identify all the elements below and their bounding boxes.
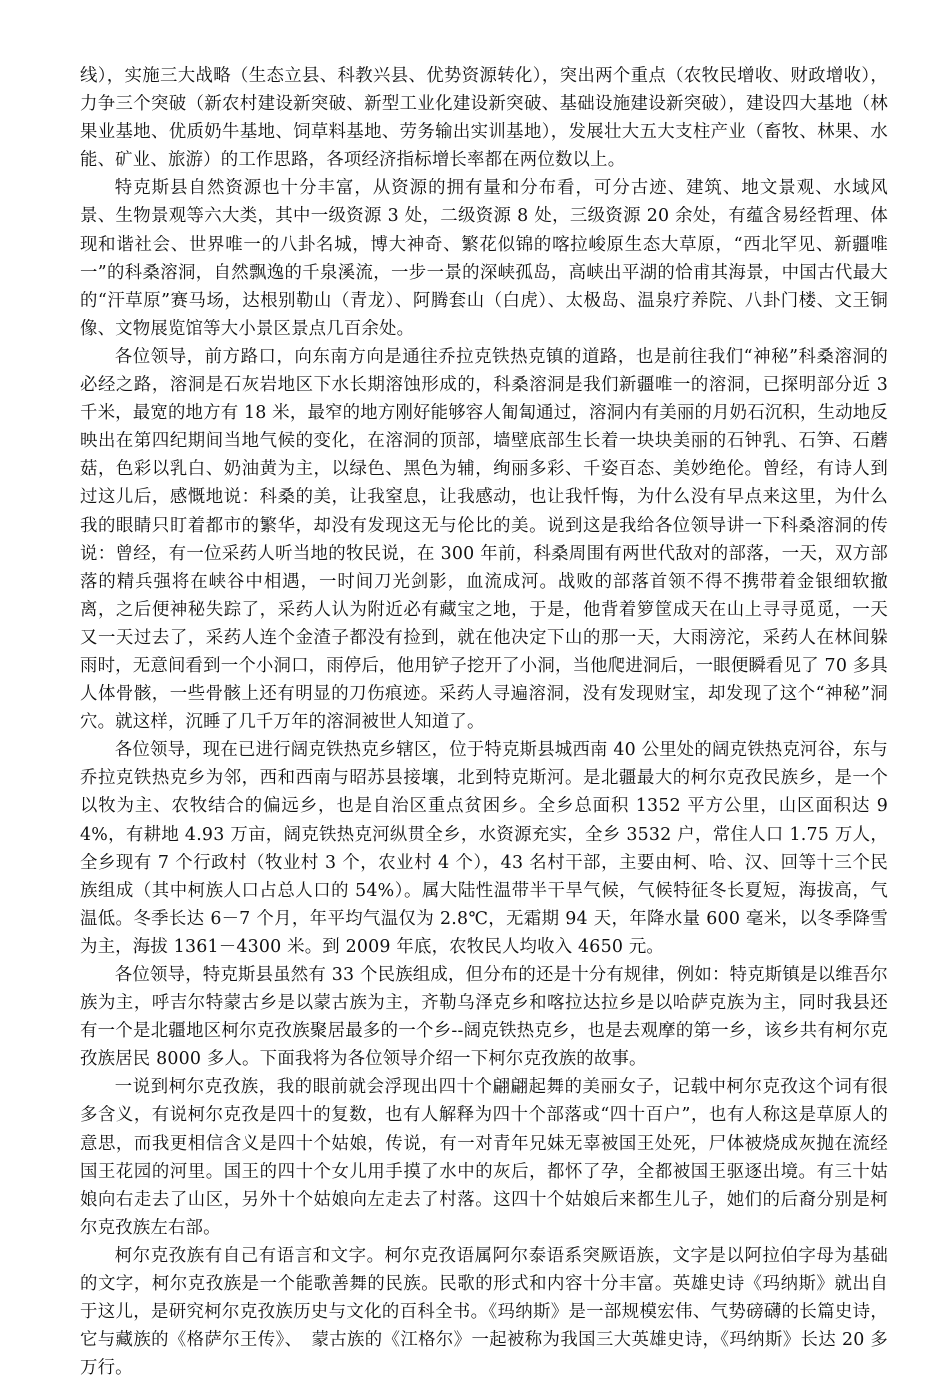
- paragraph-kesang-cave: 各位领导，前方路口，向东南方向是通往乔拉克铁热克镇的道路，也是前往我们“神秘”科桑溶洞的必经之路，溶洞是石灰岩地区下水长期溶蚀形成的，科桑溶洞是我们新疆唯一的溶洞，已探明部分近 3 千米，最宽的地方有 18 米，最窄的地方刚好能够容人匍匐通过，溶洞内有美丽的月奶石沉积，生动地反映出在第四纪期间当地气候的变化，在溶洞的顶部，墙壁底部生长着一块块美丽的石钟乳、石笋、石蘑菇，色彩以乳白、奶油黄为主，以绿色、黑色为辅，绚丽多彩、千姿百态、美妙绝伦。曾经，有诗人到过这儿后，感慨地说：科桑的美，让我窒息，让我感动，也让我忏悔，为什么没有早点来这里，为什么我的眼睛只盯着都市的繁华，却没有发现这无与伦比的美。说到这是我给各位领导讲一下科桑溶洞的传说：曾经，有一位采药人听当地的牧民说，在 300 年前，科桑周围有两世代敌对的部落，一天，双方部落的精兵强将在峡谷中相遇，一时间刀光剑影，血流成河。战败的部落首领不得不携带着金银细软撤离，之后便神秘失踪了，采药人认为附近必有藏宝之地，于是，他背着箩筐成天在山上寻寻觅觅，一天又一天过去了，采药人连个金渣子都没有捡到，就在他决定下山的那一天，大雨滂沱，采药人在林间躲雨时，无意间看到一个小洞口，雨停后，他用铲子挖开了小洞，当他爬进洞后，一眼便瞬看见了 70 多具人体骨骸，一些骨骸上还有明显的刀伤痕迹。采药人寻遍溶洞，没有发现财宝，却发现了这个“神秘”洞穴。就这样，沉睡了几千万年的溶洞被世人知道了。: [80, 346, 888, 733]
- paragraph-kyrgyz-language-culture: 柯尔克孜族有自己有语言和文字。柯尔克孜语属阿尔泰语系突厥语族，文字是以阿拉伯字母为基础的文字，柯尔克孜族是一个能歌善舞的民族。民歌的形式和内容十分丰富。英雄史诗《玛纳斯》就出自于这儿，是研究柯尔克孜族历史与文化的百科全书。《玛纳斯》是一部规模宏伟、气势磅礴的长篇史诗，它与藏族的《格萨尔王传》、 蒙古族的《江格尔》一起被称为我国三大英雄史诗，《玛纳斯》长达 20 多万行。: [80, 1245, 888, 1379]
- paragraph-kyrgyz-legend: 一说到柯尔克孜族，我的眼前就会浮现出四十个翩翩起舞的美丽女子，记载中柯尔克孜这个词有很多含义，有说柯尔克孜是四十的复数，也有人解释为四十个部落或“四十百户”，也有人称这是草原人的意思，而我更相信含义是四十个姑娘，传说，有一对青年兄妹无辜被国王处死，尸体被烧成灰抛在流经国王花园的河里。国王的四十个女儿用手摸了水中的灰后，都怀了孕，全都被国王驱逐出境。有三十姑娘向右走去了山区，另外十个姑娘向左走去了村落。这四十个姑娘后来都生儿子，她们的后裔分别是柯尔克孜族左右部。: [80, 1077, 888, 1238]
- document-body: [80, 62, 888, 1382]
- paragraph-development-strategy: 线），实施三大战略（生态立县、科教兴县、优势资源转化），突出两个重点（农牧民增收、财政增收），力争三个突破（新农村建设新突破、新型工业化建设新突破、基础设施建设新突破），建设四大基地（林果业基地、优质奶牛基地、饲草料基地、劳务输出实训基地），发展壮大五大支柱产业（畜牧、林果、水能、矿业、旅游）的工作思路，各项经济指标增长率都在两位数以上。: [80, 66, 888, 171]
- paragraph-natural-resources: 特克斯县自然资源也十分丰富，从资源的拥有量和分布看，可分古迹、建筑、地文景观、水域风景、生物景观等六大类，其中一级资源 3 处，二级资源 8 处，三级资源 20 余处，有蕴含易经哲理、体现和谐社会、世界唯一的八卦名城，博大神奇、繁花似锦的喀拉峻原生态大草原，“西北罕见、新疆唯一”的科桑溶洞，自然飘逸的千泉溪流，一步一景的深峡孤岛，高峡出平湖的恰甫其海景，中国古代最大的“汗草原”赛马场，达根别勒山（青龙）、阿腾套山（白虎）、太极岛、温泉疗养院、八卦门楼、文王铜像、文物展览馆等大小景区景点几百余处。: [80, 178, 888, 339]
- paragraph-kuoke-tieleke-township: 各位领导，现在已进行阔克铁热克乡辖区，位于特克斯县城西南 40 公里处的阔克铁热克河谷，东与乔拉克铁热克乡为邻，西和西南与昭苏县接壤，北到特克斯河。是北疆最大的柯尔克孜民族乡，是一个以牧为主、农牧结合的偏远乡，也是自治区重点贫困乡。全乡总面积 1352 平方公里，山区面积达 94%，有耕地 4.93 万亩，阔克铁热克河纵贯全乡，水资源充实，全乡 3532 户，常住人口 1.75 万人，全乡现有 7 个行政村（牧业村 3 个，农业村 4 个），43 名村干部，主要由柯、哈、汉、回等十三个民族组成（其中柯族人口占总人口的 54%）。属大陆性温带半干旱气候，气候特征冬长夏短，海拔高，气温低。冬季长达 6－7 个月，年平均气温仅为 2.8℃，无霜期 94 天，年降水量 600 毫米，以冬季降雪为主，海拔 1361－4300 米。到 2009 年底，农牧民人均收入 4650 元。: [80, 740, 888, 957]
- paragraph-ethnic-distribution: 各位领导，特克斯县虽然有 33 个民族组成，但分布的还是十分有规律，例如：特克斯镇是以维吾尔族为主，呼吉尔特蒙古乡是以蒙古族为主，齐勒乌泽克乡和喀拉达拉乡是以哈萨克族为主，同时我县还有一个是北疆地区柯尔克孜族聚居最多的一个乡--阔克铁热克乡，也是去观摩的第一乡，该乡共有柯尔克孜族居民 8000 多人。下面我将为各位领导介绍一下柯尔克孜族的故事。: [80, 965, 888, 1070]
